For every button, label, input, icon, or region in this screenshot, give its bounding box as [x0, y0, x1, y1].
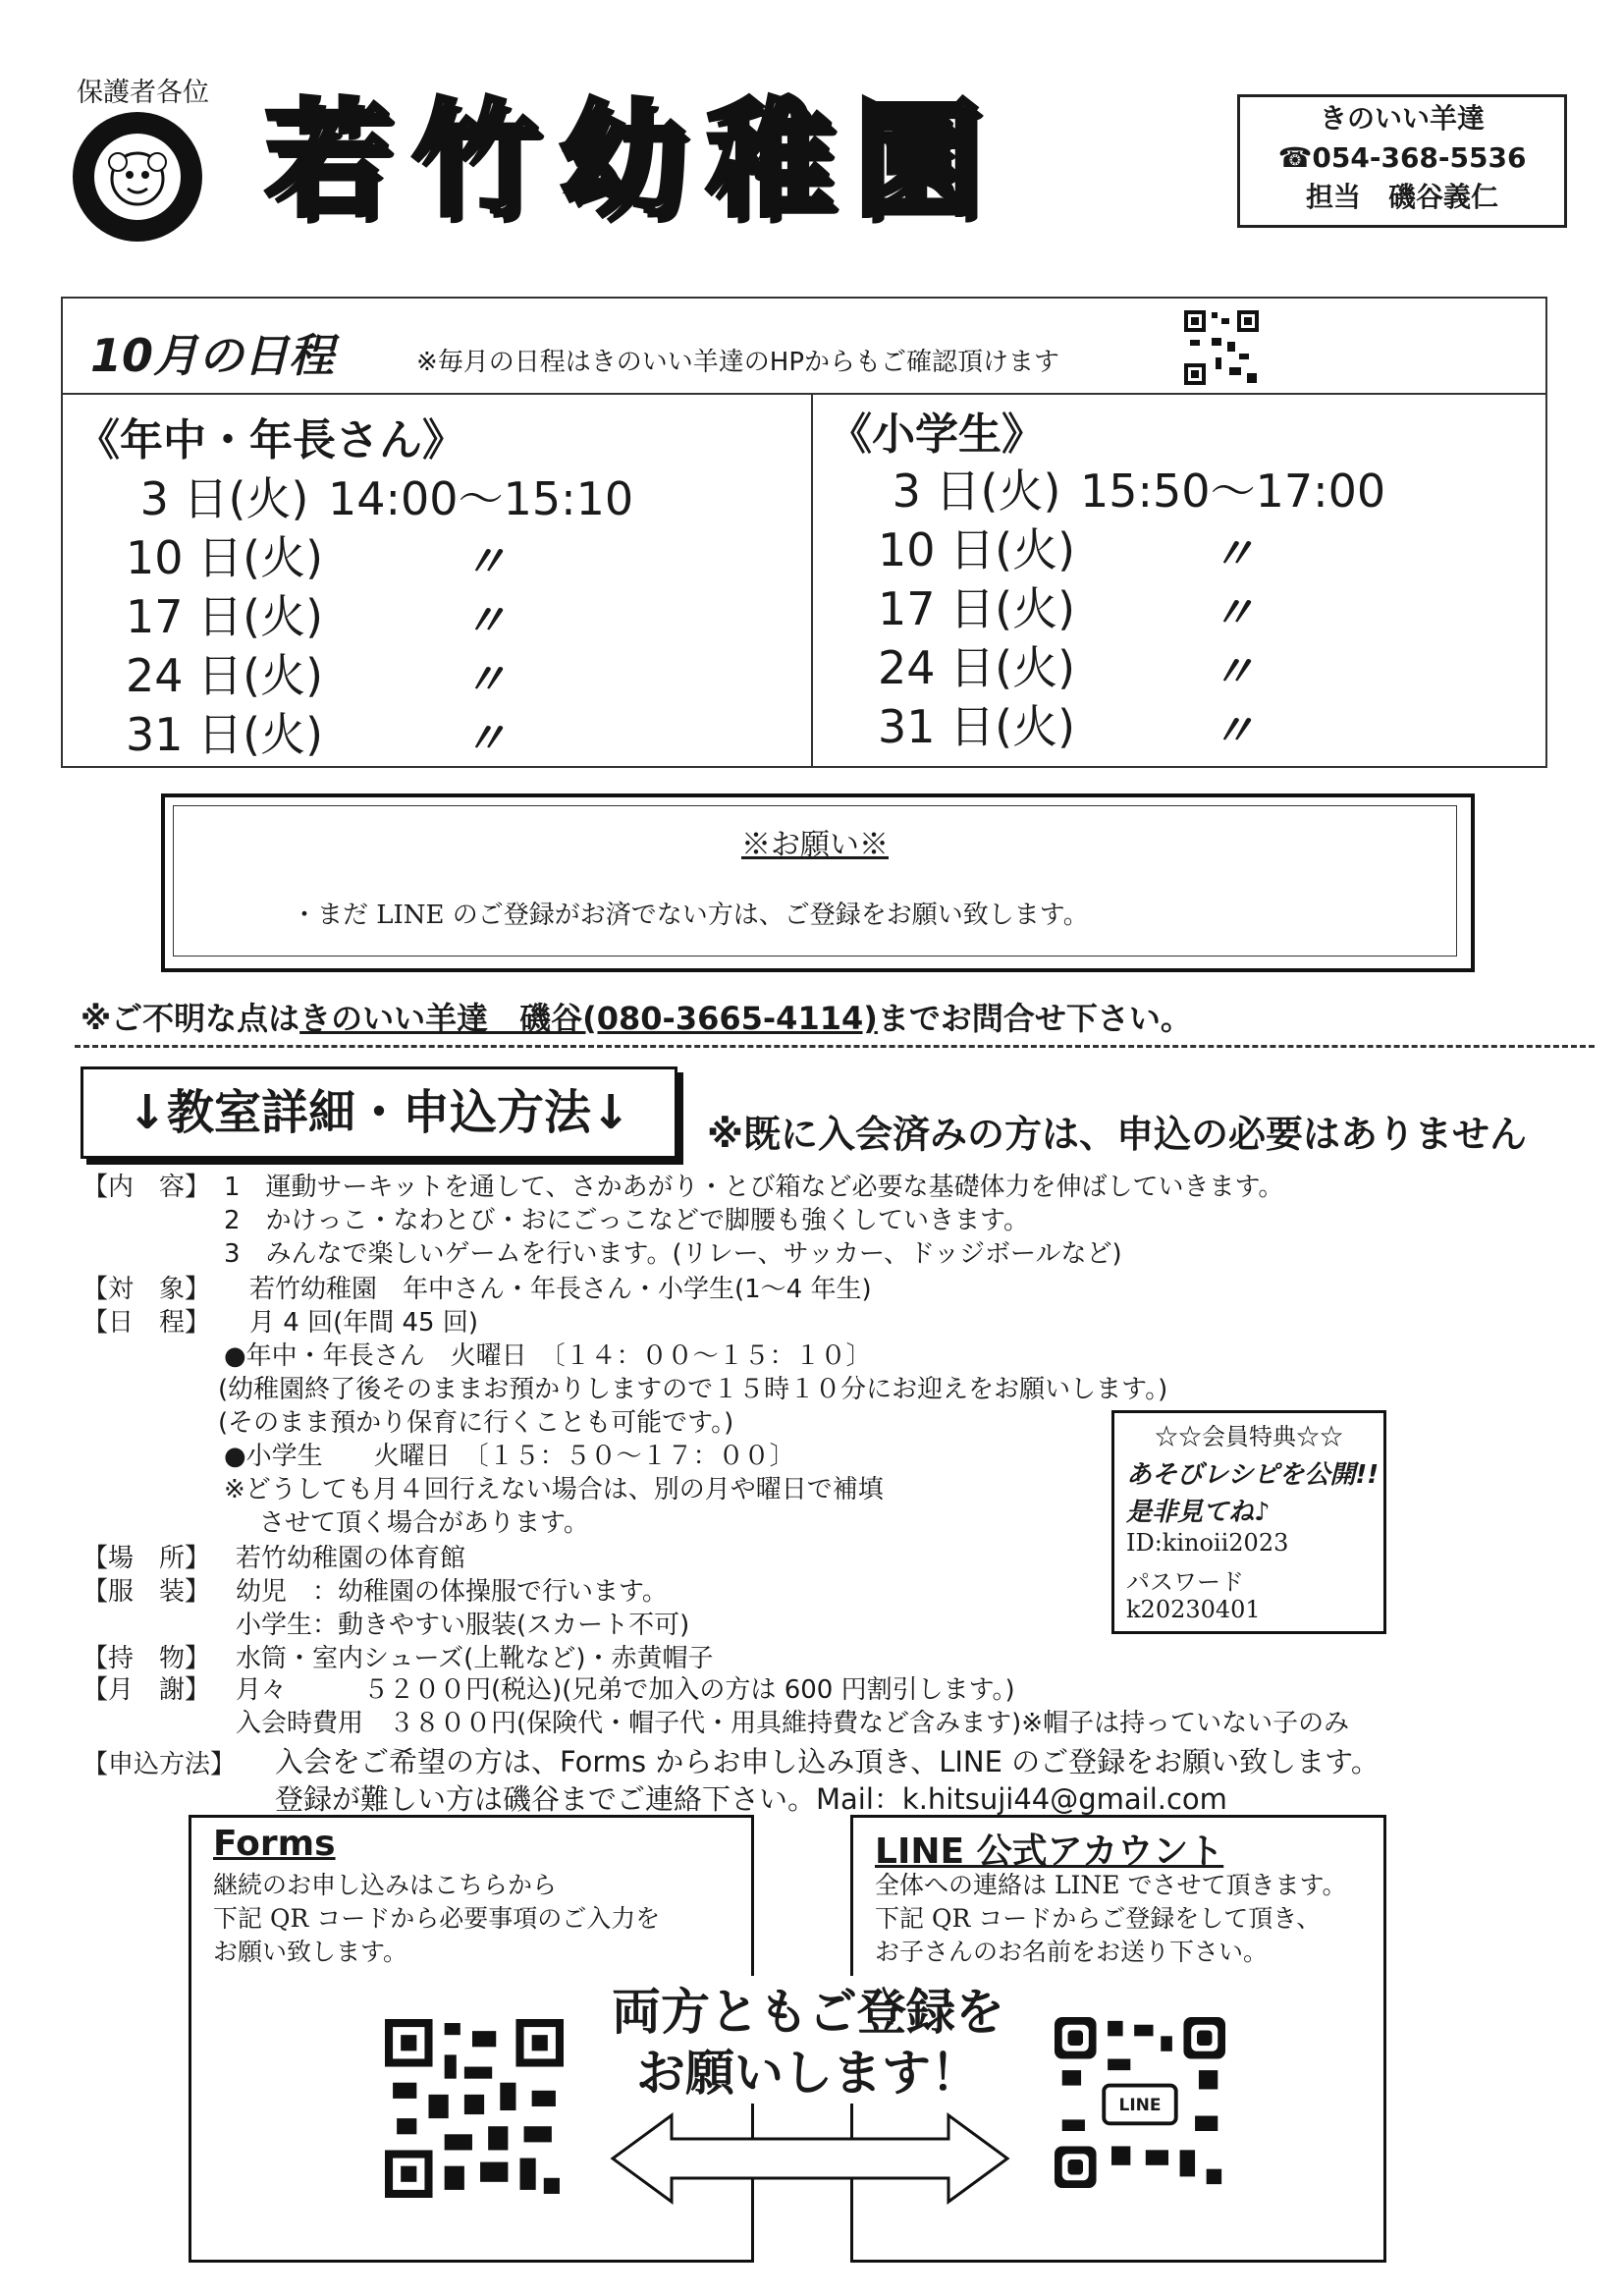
schedule-header — [63, 299, 1545, 395]
content-item: 2 かけっこ・なわとび・おにごっこなどで脚腰も強くしていきます。 — [224, 1206, 1029, 1235]
kinder-row-time: 〃 — [463, 714, 507, 764]
inquiry-line — [81, 994, 1192, 1039]
schedule-detail: (幼稚園終了後そのままお預かりしますので１５時１０分にお迎えをお願いします。) — [218, 1375, 1168, 1404]
details-heading: ↓教室詳細・申込方法↓ — [81, 1066, 677, 1159]
kinder-row-date: 3 日(火) — [126, 472, 309, 525]
schedule-label: 【日 程】 — [82, 1308, 211, 1338]
member-password-label: パスワード — [1126, 1568, 1244, 1596]
kinder-row-time: 14:00～15:10 — [328, 472, 634, 525]
clothes-text: 小学生：動きやすい服装(スカート不可) — [236, 1611, 690, 1640]
inquiry-suffix: までお問合せ下さい。 — [877, 1000, 1192, 1037]
elementary-row-time: 15:50～17:00 — [1080, 465, 1386, 518]
request-inner — [173, 805, 1457, 957]
apply-text: 登録が難しい方は磯谷までご連絡下さい。Mail：k.hitsuji44@gmail.com — [275, 1782, 1227, 1816]
schedule-note: ※毎月の日程はきのいい羊達のHPからもご確認頂けます — [416, 348, 1060, 377]
schedule-box — [61, 297, 1547, 768]
fee-text: 入会時費用 ３８００円(保険代・帽子代・用具維持費など含みます)※帽子は持っていない子のみ — [236, 1709, 1350, 1738]
contact-phone: ☎054-368-5536 — [1277, 141, 1527, 174]
member-benefit-box — [1111, 1410, 1386, 1634]
fee-label: 【月 謝】 — [82, 1675, 211, 1705]
schedule-detail: 月 4 回(年間 45 回) — [249, 1308, 478, 1338]
kinder-row-time: 〃 — [463, 537, 507, 587]
member-line2: 是非見てね♪ — [1126, 1498, 1271, 1527]
items-text: 水筒・室内シューズ(上靴など)・赤黄帽子 — [236, 1644, 714, 1673]
items-label: 【持 物】 — [82, 1644, 211, 1673]
kinder-row-date: 31 日(火) — [126, 708, 324, 761]
elementary-row-date: 10 日(火) — [878, 523, 1076, 576]
inquiry-contact: きのいい羊達 磯谷(080-3665-4114) — [299, 1000, 878, 1037]
content-label: 【内 容】 — [82, 1173, 211, 1202]
qr-code-icon — [1182, 308, 1261, 387]
request-text: ・まだ LINE のご登録がお済でない方は、ご登録をお願い致します。 — [292, 901, 1089, 930]
line-text: 全体への連絡は LINE でさせて頂きます。 下記 QR コードからご登録をして頂き、 お子さんのお名前をお送り下さい。 — [875, 1871, 1347, 1966]
elementary-row-time: 〃 — [1212, 647, 1255, 697]
page-title: 若竹幼稚園 — [265, 87, 1002, 234]
forms-qr-code-icon[interactable] — [385, 2019, 564, 2198]
elementary-row-date: 31 日(火) — [878, 700, 1076, 753]
addressee: 保護者各位 — [77, 78, 209, 108]
inquiry-prefix: ※ご不明な点は — [81, 1000, 300, 1037]
apply-label: 【申込方法】 — [82, 1750, 237, 1779]
both-line2: お願いします！ — [636, 2045, 980, 2102]
both-register-message — [597, 1982, 1019, 2104]
elementary-row-date: 24 日(火) — [878, 641, 1076, 694]
target-text: 若竹幼稚園 年中さん・年長さん・小学生(1～4 年生) — [249, 1275, 872, 1304]
line-title: LINE 公式アカウント — [875, 1831, 1224, 1872]
request-box — [161, 793, 1475, 972]
both-line1: 両方ともご登録を — [612, 1984, 1004, 2041]
elementary-row-date: 3 日(火) — [878, 465, 1061, 518]
forms-title: Forms — [213, 1824, 336, 1864]
contact-person: 担当 磯谷義仁 — [1305, 181, 1498, 213]
schedule-detail: ●小学生 火曜日 〔１５：５０～１７：００〕 — [224, 1442, 795, 1471]
schedule-detail: ●年中・年長さん 火曜日 〔１４：００～１５：１０〕 — [224, 1341, 872, 1371]
schedule-detail: させて頂く場合があります。 — [259, 1508, 589, 1538]
kinder-row-date: 24 日(火) — [126, 649, 324, 702]
member-id: ID:kinoii2023 — [1126, 1529, 1289, 1557]
member-title: ☆☆会員特典☆☆ — [1155, 1423, 1343, 1450]
schedule-detail: (そのまま預かり保育に行くことも可能です。) — [218, 1408, 734, 1438]
kinder-row-date: 17 日(火) — [126, 590, 324, 643]
already-member-note: ※既に入会済みの方は、申込の必要はありません — [707, 1113, 1527, 1156]
place-text: 若竹幼稚園の体育館 — [236, 1544, 466, 1573]
member-password: k20230401 — [1126, 1596, 1261, 1623]
elementary-row-time: 〃 — [1212, 706, 1255, 756]
forms-text: 継続のお申し込みはこちらから 下記 QR コードから必要事項のご入力を お願い致します。 — [213, 1871, 661, 1966]
apply-text: 入会をご希望の方は、Forms からお申し込み頂き、LINE のご登録をお願い致します。 — [275, 1745, 1380, 1778]
fee-text: 月々 ５２００円(税込)(兄弟で加入の方は 600 円割引します。) — [236, 1675, 1015, 1705]
kinder-row-time: 〃 — [463, 596, 507, 646]
contact-box — [1237, 94, 1567, 228]
kinder-row-time: 〃 — [463, 655, 507, 705]
target-label: 【対 象】 — [82, 1275, 211, 1304]
schedule-detail: ※どうしても月４回行えない場合は、別の月や曜日で補填 — [224, 1475, 884, 1504]
cut-line — [75, 1045, 1595, 1048]
kinder-heading: 《年中・年長さん》 — [77, 415, 465, 465]
kinder-row-date: 10 日(火) — [126, 531, 324, 584]
sheep-logo-icon — [69, 108, 206, 246]
schedule-title: 10月の日程 — [90, 329, 335, 382]
clothes-label: 【服 装】 — [82, 1577, 211, 1607]
elementary-heading: 《小学生》 — [829, 410, 1045, 460]
clothes-text: 幼児 ：幼稚園の体操服で行います。 — [236, 1577, 668, 1607]
elementary-row-time: 〃 — [1212, 529, 1255, 579]
schedule-divider — [811, 393, 813, 766]
member-line1: あそびレシピを公開!! — [1126, 1460, 1380, 1490]
place-label: 【場 所】 — [82, 1544, 211, 1573]
elementary-row-time: 〃 — [1212, 588, 1255, 638]
request-title: ※お願い※ — [741, 828, 889, 862]
line-qr-label: LINE — [1118, 2096, 1162, 2115]
content-item: 3 みんなで楽しいゲームを行います。(リレー、サッカー、ドッジボールなど) — [224, 1239, 1122, 1269]
elementary-row-date: 17 日(火) — [878, 582, 1076, 635]
contact-org: きのいい羊達 — [1319, 102, 1485, 135]
double-arrow-icon — [609, 2109, 1011, 2208]
content-item: 1 運動サーキットを通して、さかあがり・とび箱など必要な基礎体力を伸ばしていきます。 — [224, 1173, 1284, 1202]
